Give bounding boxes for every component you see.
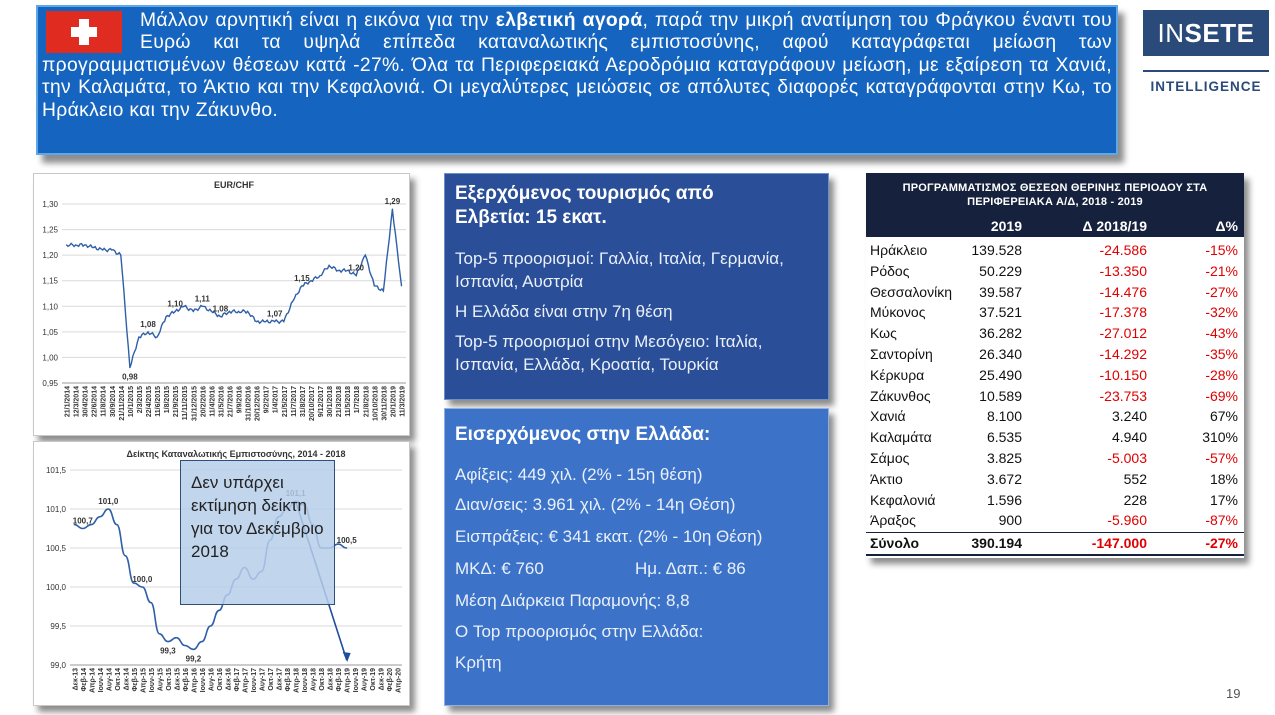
x-tick-label: 31/5/2016 bbox=[218, 386, 226, 418]
table-cell: 1.596 bbox=[986, 491, 1022, 508]
airport-name: Σαντορίνη bbox=[870, 346, 933, 362]
x-tick-label: Οκτ-17 bbox=[268, 668, 276, 691]
airport-name: Ζάκυνθος bbox=[870, 387, 931, 404]
table-cell: 50.229 bbox=[979, 262, 1022, 279]
x-tick-label: Ιουν-16 bbox=[199, 668, 207, 693]
airport-name: Μύκονος bbox=[870, 304, 926, 321]
table-cell: -14.292 bbox=[1099, 346, 1147, 362]
y-tick-label: 1,25 bbox=[42, 225, 58, 235]
x-tick-label: Δεκ-17 bbox=[276, 668, 284, 691]
x-tick-label: 30/4/2014 bbox=[82, 386, 90, 418]
x-tick-label: Οκτ-16 bbox=[216, 668, 224, 691]
x-tick-label: Οκτ-18 bbox=[319, 668, 327, 691]
y-tick-label: 1,05 bbox=[42, 327, 58, 337]
table-cell: -17.378 bbox=[1099, 304, 1147, 321]
data-label: 0,98 bbox=[122, 372, 138, 382]
table-row bbox=[866, 302, 1244, 323]
x-tick-label: 21/5/2017 bbox=[281, 386, 289, 418]
inbound-line: Κρήτη bbox=[455, 653, 502, 672]
x-tick-label: 1/4/2017 bbox=[272, 386, 280, 414]
table-cell: -5.003 bbox=[1107, 450, 1147, 466]
inbound-line: Μέση Διάρκεια Παραμονής: 8,8 bbox=[455, 591, 690, 610]
x-tick-label: Φεβ-14 bbox=[80, 668, 88, 692]
airport-name: Ρόδος bbox=[870, 262, 910, 279]
x-tick-label: Απρ-16 bbox=[191, 668, 199, 693]
x-tick-label: Δεκ-19 bbox=[378, 668, 386, 691]
x-tick-label: Δεκ-15 bbox=[174, 668, 182, 691]
table-row bbox=[866, 386, 1244, 407]
x-tick-label: 11/8/2014 bbox=[100, 386, 108, 417]
x-tick-label: Ιουν-18 bbox=[302, 668, 310, 693]
x-tick-label: 11/6/2015 bbox=[155, 386, 163, 417]
inbound-line: Αφίξεις: 449 χιλ. (2% - 15η θέση) bbox=[455, 465, 703, 484]
logo-prefix: IN bbox=[1157, 18, 1185, 48]
x-tick-label: Αυγ-15 bbox=[157, 668, 165, 692]
y-tick-label: 1,20 bbox=[42, 251, 58, 261]
x-tick-label: Απρ-17 bbox=[242, 668, 250, 693]
x-tick-label: Ιουν-14 bbox=[97, 668, 105, 693]
inbound-line: Εισπράξεις: € 341 εκατ. (2% - 10η Θέση) bbox=[455, 527, 763, 546]
airport-name: Σάμος bbox=[870, 450, 910, 466]
column-header: Δ 2018/19 bbox=[1082, 218, 1147, 234]
table-cell: -69% bbox=[1205, 387, 1238, 404]
x-tick-label: 9/2/2017 bbox=[263, 386, 271, 414]
x-tick-label: Οκτ-19 bbox=[370, 668, 378, 691]
x-tick-label: 11/4/2016 bbox=[209, 386, 217, 417]
inbound-tourism-box bbox=[444, 408, 829, 706]
y-tick-label: 99,0 bbox=[50, 661, 66, 670]
table-cell: 900 bbox=[998, 512, 1022, 529]
airport-name: Χανιά bbox=[870, 408, 906, 425]
table-cell: -35% bbox=[1205, 346, 1238, 362]
y-tick-label: 1,30 bbox=[42, 200, 58, 209]
data-label: 100,5 bbox=[336, 536, 357, 545]
table-cell: -28% bbox=[1205, 366, 1238, 383]
x-tick-label: Απρ-20 bbox=[395, 668, 403, 693]
table-cell: -21% bbox=[1205, 262, 1238, 279]
table-cell: 67% bbox=[1209, 408, 1238, 425]
total-cell: -147.000 bbox=[1091, 535, 1147, 552]
table-cell: 3.240 bbox=[1111, 408, 1147, 425]
y-tick-label: 100,0 bbox=[45, 583, 66, 592]
table-cell: 6.535 bbox=[986, 429, 1022, 446]
table-cell: 228 bbox=[1123, 491, 1147, 508]
data-label: 1,20 bbox=[348, 263, 364, 273]
airport-name: Θεσσαλονίκη bbox=[870, 283, 952, 300]
table-cell: -27% bbox=[1205, 283, 1238, 300]
page-number: 19 bbox=[1226, 686, 1241, 701]
table-cell: 36.282 bbox=[979, 325, 1022, 342]
y-tick-label: 101,5 bbox=[45, 466, 66, 475]
x-tick-label: 31/12/2015 bbox=[191, 386, 199, 422]
table-cell: 37.521 bbox=[979, 304, 1022, 321]
airport-name: Κεφαλονιά bbox=[870, 491, 936, 508]
airport-name: Κως bbox=[870, 325, 897, 342]
table-cell: -57% bbox=[1205, 450, 1238, 466]
x-tick-label: 10/1/2015 bbox=[127, 386, 135, 418]
x-tick-label: 9/9/2016 bbox=[236, 386, 244, 414]
x-tick-label: 21/3/2018 bbox=[336, 386, 344, 418]
data-label: 1,08 bbox=[140, 319, 156, 329]
table-cell: 17% bbox=[1209, 491, 1238, 508]
x-tick-label: Δεκ-13 bbox=[72, 668, 80, 691]
chart-title: Δείκτης Καταναλωτικής Εμπιστοσύνης, 2014 - 2018 bbox=[126, 449, 346, 459]
total-label: Σύνολο bbox=[870, 535, 920, 552]
data-label: 1,07 bbox=[266, 309, 283, 319]
x-tick-label: Αυγ-18 bbox=[310, 668, 318, 692]
seat-planning-table bbox=[866, 173, 1244, 558]
x-tick-label: 11/3/2019 bbox=[399, 386, 407, 417]
x-tick-label: Απρ-15 bbox=[140, 668, 148, 693]
total-cell: 390.194 bbox=[971, 535, 1022, 552]
table-cell: -10.150 bbox=[1099, 366, 1147, 383]
table-row bbox=[866, 510, 1244, 531]
x-tick-label: 22/4/2015 bbox=[146, 386, 153, 418]
x-tick-label: 22/6/2014 bbox=[91, 386, 99, 418]
y-tick-label: 99,5 bbox=[50, 622, 66, 631]
table-cell: 18% bbox=[1209, 470, 1238, 487]
x-tick-label: 30/1/2018 bbox=[327, 386, 335, 418]
data-label: 1,15 bbox=[294, 273, 310, 283]
outbound-line: Top-5 προορισμοί στην Μεσόγειο: Ιταλία, Ισπανία, Ελλάδα, Κροατία, Τουρκία bbox=[455, 332, 763, 374]
inbound-line: Ο Top προορισμός στην Ελλάδα: bbox=[455, 622, 704, 641]
x-tick-label: 21/8/2018 bbox=[363, 386, 371, 418]
x-tick-label: Δεκ-16 bbox=[225, 668, 233, 691]
x-tick-label: 1/8/2015 bbox=[164, 386, 172, 414]
arrow-head-icon bbox=[343, 652, 351, 662]
column-header: Δ% bbox=[1215, 218, 1238, 234]
x-tick-label: 11/7/2017 bbox=[290, 386, 298, 417]
inbound-line: Διαν/σεις: 3.961 χιλ. (2% - 14η Θέση) bbox=[455, 495, 736, 514]
x-tick-label: Οκτ-15 bbox=[165, 668, 173, 691]
x-tick-label: Δεκ-14 bbox=[123, 668, 131, 691]
table-row bbox=[866, 448, 1244, 469]
table-cell: -13.350 bbox=[1099, 262, 1147, 279]
y-tick-label: 1,15 bbox=[42, 276, 58, 286]
inbound-line: Ημ. Δαπ.: € 86 bbox=[635, 559, 746, 578]
x-tick-label: Απρ-14 bbox=[89, 668, 97, 693]
banner-text-start: Μάλλον αρνητική είναι η εικόνα για την bbox=[140, 10, 496, 31]
x-tick-label: Φεβ-16 bbox=[182, 668, 190, 692]
logo-divider bbox=[1143, 70, 1269, 72]
table-cell: 10.589 bbox=[979, 387, 1022, 404]
table-cell: -43% bbox=[1205, 325, 1238, 342]
airport-name: Κέρκυρα bbox=[870, 366, 925, 383]
data-label: 1,08 bbox=[212, 304, 229, 314]
table-row bbox=[866, 490, 1244, 511]
insete-logo bbox=[1143, 10, 1269, 56]
x-tick-label: Απρ-19 bbox=[344, 668, 352, 693]
table-row bbox=[866, 469, 1244, 490]
airport-name: Άκτιο bbox=[870, 470, 903, 487]
table-cell: 25.490 bbox=[979, 366, 1022, 383]
table-row bbox=[866, 344, 1244, 365]
x-tick-label: Ιουν-17 bbox=[251, 668, 259, 693]
data-label: 101,0 bbox=[98, 497, 119, 506]
total-cell: -27% bbox=[1205, 535, 1238, 552]
x-tick-label: 11/5/2018 bbox=[345, 386, 353, 417]
inbound-line: ΜΚΔ: € 760 bbox=[455, 559, 544, 578]
x-tick-label: Απρ-18 bbox=[293, 668, 301, 693]
table-title: ΠΡΟΓΡΑΜΜΑΤΙΣΜΟΣ ΘΕΣΕΩΝ ΘΕΡΙΝΗΣ ΠΕΡΙΟΔΟΥ ΣΤΑ ΠΕΡΙΦΕΡΕΙΑΚΑ Α/Δ, 2018 - 2019 bbox=[866, 173, 1244, 215]
table-cell: 4.940 bbox=[1111, 429, 1147, 446]
x-tick-label: Αυγ-14 bbox=[106, 668, 114, 692]
x-tick-label: Φεβ-15 bbox=[131, 668, 139, 692]
x-tick-label: Φεβ-17 bbox=[234, 668, 241, 692]
table-cell: 8.100 bbox=[986, 408, 1022, 425]
header-banner bbox=[36, 5, 1118, 155]
x-tick-label: 31/8/2017 bbox=[299, 386, 307, 418]
chart-title: EUR/CHF bbox=[214, 180, 254, 190]
y-tick-label: 100,5 bbox=[45, 544, 66, 553]
outbound-tourism-box bbox=[444, 173, 829, 400]
table-total-row bbox=[866, 532, 1244, 556]
table-cell: 552 bbox=[1123, 470, 1147, 487]
y-tick-label: 101,0 bbox=[45, 505, 66, 514]
table-cell: -23.753 bbox=[1099, 387, 1147, 404]
x-tick-label: 20/1/2019 bbox=[390, 386, 398, 418]
x-tick-label: Αυγ-16 bbox=[208, 668, 216, 692]
x-tick-label: Αυγ-17 bbox=[259, 668, 267, 692]
eur-chf-chart-svg bbox=[34, 174, 411, 437]
data-label: 99,2 bbox=[185, 654, 202, 664]
table-row bbox=[866, 406, 1244, 427]
data-label: 100,7 bbox=[72, 516, 93, 526]
x-tick-label: 20/10/2017 bbox=[308, 386, 316, 422]
data-label: 1,10 bbox=[167, 299, 183, 309]
logo-subtitle: INTELLIGENCE bbox=[1150, 79, 1262, 94]
table-cell: 39.587 bbox=[979, 283, 1022, 300]
x-tick-label: Φεβ-19 bbox=[336, 668, 344, 692]
airport-name: Ηράκλειο bbox=[870, 242, 928, 258]
table-cell: -32% bbox=[1205, 304, 1238, 321]
table-row bbox=[866, 240, 1244, 261]
column-header: 2019 bbox=[990, 218, 1022, 234]
x-tick-label: 12/3/2014 bbox=[73, 386, 81, 418]
x-tick-label: 2/3/2015 bbox=[136, 386, 144, 414]
series-line bbox=[67, 209, 402, 368]
outbound-line: Top-5 προορισμοί: Γαλλία, Ιταλία, Γερμανία, Ισπανία, Αυστρία bbox=[455, 249, 784, 291]
x-tick-label: 30/9/2014 bbox=[109, 386, 117, 418]
y-tick-label: 1,10 bbox=[42, 302, 58, 312]
data-label: 1,29 bbox=[384, 197, 401, 207]
x-tick-label: Αυγ-19 bbox=[361, 668, 369, 692]
x-tick-label: 11/11/2015 bbox=[182, 386, 190, 421]
table-row bbox=[866, 427, 1244, 448]
table-cell: -27.012 bbox=[1099, 325, 1147, 342]
x-tick-label: 20/2/2016 bbox=[200, 386, 208, 418]
callout-no-estimate: Δεν υπάρχει εκτίμηση δείκτη για τον Δεκέμβριο 2018 bbox=[180, 460, 335, 605]
x-tick-label: 9/12/2017 bbox=[318, 386, 325, 418]
x-tick-label: 1/7/2018 bbox=[354, 386, 362, 414]
x-tick-label: 21/7/2016 bbox=[227, 386, 235, 418]
eur-chf-chart bbox=[33, 173, 410, 436]
outbound-title: Εξερχόμενος τουρισμός από Ελβετία: 15 εκατ. bbox=[455, 183, 714, 228]
table-cell: -15% bbox=[1205, 242, 1238, 258]
table-cell: -14.476 bbox=[1099, 283, 1147, 300]
x-tick-label: Ιουν-19 bbox=[353, 668, 361, 693]
x-tick-label: Ιουν-15 bbox=[148, 668, 156, 693]
table-row bbox=[866, 323, 1244, 344]
table-cell: -87% bbox=[1205, 512, 1238, 529]
table-row bbox=[866, 282, 1244, 303]
x-tick-label: Δεκ-18 bbox=[327, 668, 335, 691]
y-tick-label: 0,95 bbox=[42, 379, 58, 388]
x-tick-label: 21/11/2014 bbox=[118, 386, 126, 421]
x-tick-label: Οκτ-14 bbox=[114, 668, 122, 691]
x-tick-label: 31/10/2016 bbox=[245, 386, 253, 422]
table-cell: -5.960 bbox=[1107, 512, 1147, 529]
y-tick-label: 1,00 bbox=[42, 353, 58, 363]
x-tick-label: 21/1/2014 bbox=[64, 386, 72, 418]
airport-name: Άραξος bbox=[870, 512, 916, 529]
table-header-row bbox=[866, 215, 1244, 237]
table-cell: 26.340 bbox=[979, 346, 1022, 362]
x-tick-label: Φεβ-20 bbox=[387, 668, 395, 692]
table-cell: 3.672 bbox=[986, 470, 1022, 487]
x-tick-label: 21/9/2015 bbox=[173, 386, 181, 418]
inbound-title: Εισερχόμενος στην Ελλάδα: bbox=[455, 424, 711, 445]
table-cell: -24.586 bbox=[1099, 242, 1147, 258]
table-cell: 310% bbox=[1202, 429, 1238, 446]
data-label: 1,11 bbox=[194, 294, 210, 304]
table-row bbox=[866, 261, 1244, 282]
x-tick-label: Φεβ-18 bbox=[285, 668, 293, 692]
banner-text-end: , παρά την μικρή ανατίμηση του Φράγκου έναντι του Ευρώ και τα υψηλά επίπεδα καταναλωτικής εμπιστοσύνης, αφού καταγράφεται μείωση των προγραμματισμένων θέσεων κατά -27%. Όλα τα Περιφερειακά Αεροδρόμια καταγράφουν μείωση, με εξαίρεση τα Χανιά, την Καλαμάτα, το Άκτιο και την Κεφαλονιά. Οι μεγαλύτερες μειώσεις σε απόλυτες διαφορές καταγράφονται στην Κω, το Ηράκλειο και την Ζάκυνθο. bbox=[42, 10, 1112, 121]
airport-name: Καλαμάτα bbox=[870, 429, 932, 446]
table-row bbox=[866, 365, 1244, 386]
data-label: 99,3 bbox=[160, 646, 176, 656]
x-tick-label: 10/10/2018 bbox=[372, 386, 380, 422]
data-label: 100,0 bbox=[132, 575, 153, 584]
table-cell: 139.528 bbox=[971, 242, 1022, 258]
banner-text-bold: ελβετική αγορά bbox=[495, 10, 643, 31]
logo-bold: SETE bbox=[1184, 18, 1255, 48]
outbound-line: Η Ελλάδα είναι στην 7η θέση bbox=[455, 302, 673, 321]
table-cell: 3.825 bbox=[986, 450, 1022, 466]
x-tick-label: 30/11/2018 bbox=[381, 386, 389, 421]
banner-text bbox=[42, 10, 1112, 122]
x-tick-label: 20/12/2016 bbox=[254, 386, 262, 422]
